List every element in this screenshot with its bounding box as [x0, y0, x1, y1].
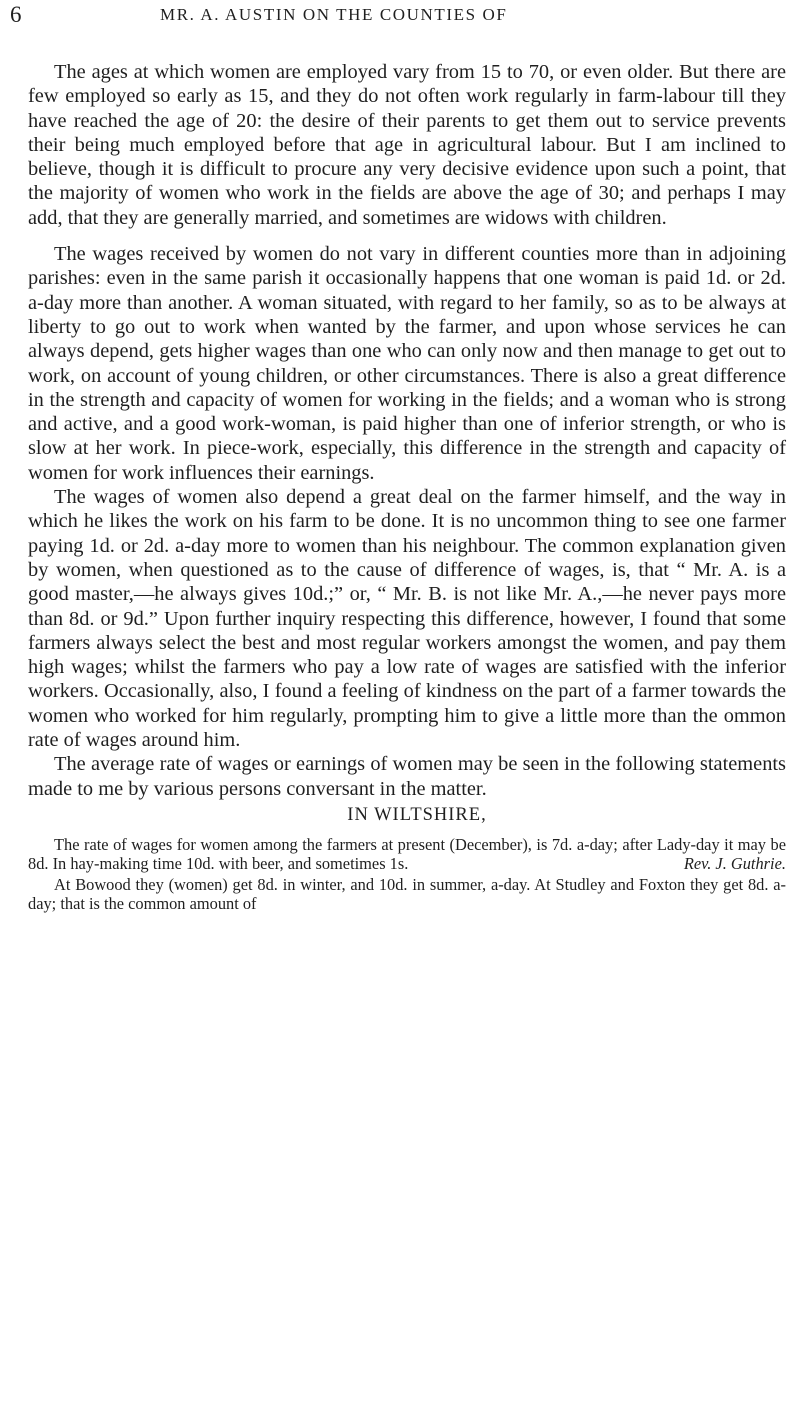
statement-text: The rate of wages for women among the farmers at present (December), is 7d. a-day; after Lady-day it may be 8d. In hay-making time 10d. with beer, and sometimes 1s. [28, 835, 786, 874]
statements [28, 835, 786, 913]
body-text [28, 60, 786, 913]
statement-text: At Bowood they (women) get 8d. in winter, and 10d. in summer, a-day. At Studley and Foxton they get 8d. a-day; that is the common amount of [28, 875, 786, 914]
running-header [10, 2, 786, 28]
paragraph-ages: The ages at which women are employed vary from 15 to 70, or even older. But there are few employed so early as 15, and they do not often work regularly in farm-labour till they have reached the age of 20: the desire of their parents to get them out to service prevents their being much employed before that age in agricultural labour. But I am inclined to believe, though it is difficult to procure any very decisive evidence upon such a point, that the majority of women who work in the fields are above the age of 30; and perhaps I may add, that they are generally married, and sometimes are widows with children. [28, 61, 786, 229]
running-title: MR. A. AUSTIN ON THE COUNTIES OF [160, 5, 508, 24]
statement-item [28, 875, 786, 913]
section-heading: IN WILTSHIRE, [347, 804, 487, 825]
paragraph-average-rate: The average rate of wages or earnings of women may be seen in the following statements made to me by various persons conversant in the matter. [28, 753, 786, 800]
paragraph-wages-counties: The wages received by women do not vary in different counties more than in adjoining parishes: even in the same parish it occasionally happens that one woman is paid 1d. or 2d. a-day more than another. A woman situated, with regard to her family, so as to be always at liberty to go out to work when wanted by the farmer, and upon whose services he can always depend, gets higher wages than one who can only now and then manage to get out to work, on account of young children, or other circumstances. There is also a great difference in the strength and capacity of women for working in the fields; and a woman who is strong and active, and a good work-woman, is paid higher than one of inferior strength, or who is slow at her work. In piece-work, especially, this difference in the strength and capacity of women for work influences their earnings. [28, 243, 786, 484]
page-number: 6 [10, 2, 22, 27]
statement-attribution: Rev. J. Guthrie. [683, 854, 786, 874]
paragraph-wages-farmer: The wages of women also depend a great deal on the farmer himself, and the way in which he likes the work on his farm to be done. It is no uncommon thing to see one farmer paying 1d. or 2d. a-day more to women than his neighbour. The common explanation given by women, when questioned as to the cause of difference of wages, is, that “ Mr. A. is a good master,—he always gives 10d.;” or, “ Mr. B. is not like Mr. A.,—he never pays more than 8d. or 9d.” Upon further inquiry respecting this difference, however, I found that some farmers always select the best and most regular workers amongst the women, and pay them high wages; whilst the farmers who pay a low rate of wages are satisfied with the inferior workers. Occasionally, also, I found a feeling of kindness on the part of a farmer towards the women who worked for him regularly, prompting him to give a little more than the ommon rate of wages around him. [28, 486, 786, 752]
statement-item [28, 835, 786, 873]
